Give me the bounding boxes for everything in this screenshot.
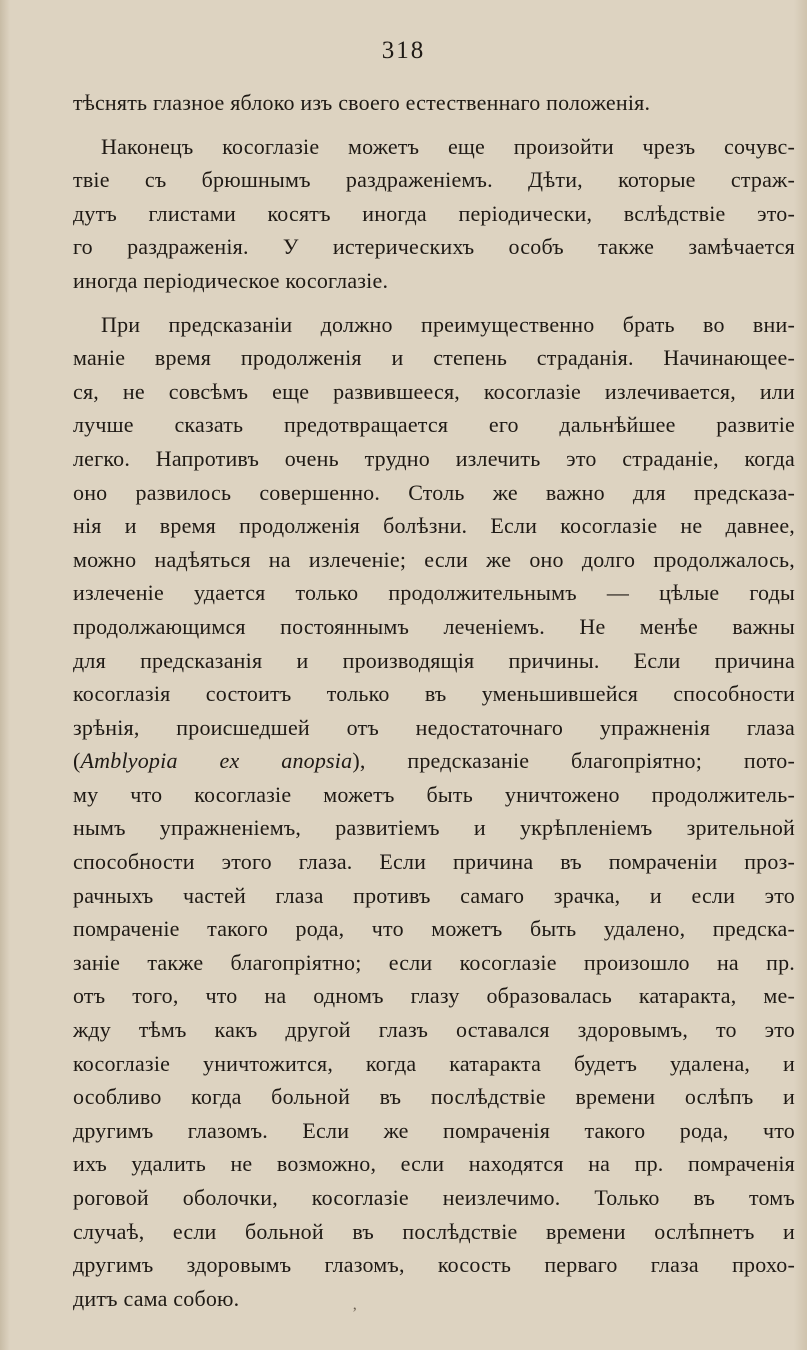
text-line: косоглазіе уничтожится, когда катаракта будетъ удалена, и xyxy=(73,1050,795,1076)
paragraph-gap xyxy=(73,298,795,308)
text-line: другимъ глазомъ. Если же помраченія такого рода, что xyxy=(73,1117,795,1143)
latin-term: Amblyopia ex anopsia xyxy=(80,748,353,774)
text-line: зрѣнія, происшедшей отъ недостаточнаго упражненія глаза xyxy=(73,714,795,740)
text-line: способности этого глаза. Если причина въ помраченіи проз- xyxy=(73,849,795,875)
text-line: твіе съ брюшнымъ раздраженіемъ. Дѣти, которые страж- xyxy=(73,167,795,193)
text-line: ихъ удалить не возможно, если находятся на пр. помраченія xyxy=(73,1151,795,1177)
text-line: лучше сказать предотвращается его дальнѣйшее развитіе xyxy=(73,412,795,438)
text-line: особливо когда больной въ послѣдствіе времени ослѣпъ и xyxy=(73,1084,795,1110)
text-line: продолжающимся постояннымъ леченіемъ. Не менѣе важны xyxy=(73,613,795,639)
text-line: нымъ упражненіемъ, развитіемъ и укрѣпленіемъ зрительной xyxy=(73,815,795,841)
text-line: помраченіе такого рода, что можетъ быть удалено, предска- xyxy=(73,916,795,942)
text-line: При предсказаніи должно преимущественно брать во вни- xyxy=(101,311,795,337)
text-line: легко. Напротивъ очень трудно излечить это страданіе, когда xyxy=(73,445,795,471)
text-fragment: ), предсказаніе благопріятно; пото- xyxy=(352,748,795,774)
text-line: нія и время продолженія болѣзни. Если косоглазіе не давнее, xyxy=(73,513,795,539)
text-line: отъ того, что на одномъ глазу образовалась катаракта, ме- xyxy=(73,983,795,1009)
page-number: 318 xyxy=(381,37,426,64)
stray-ink-mark: ʼ xyxy=(352,1305,358,1322)
text-line: случаѣ, если больной въ послѣдствіе времени ослѣпнетъ и xyxy=(73,1218,795,1244)
text-line: му что косоглазіе можетъ быть уничтожено продолжитель- xyxy=(73,781,795,807)
text-line: жду тѣмъ какъ другой глазъ оставался здоровымъ, то это xyxy=(73,1017,795,1043)
text-line: маніе время продолженія и степень страданія. Начинающее- xyxy=(73,345,795,371)
text-line: оно развилось совершенно. Столь же важно для предсказа- xyxy=(73,479,795,505)
text-line: рачныхъ частей глаза противъ самаго зрачка, и если это xyxy=(73,882,795,908)
text-line: иногда періодическое косоглазіе. xyxy=(73,267,389,293)
text-line: роговой оболочки, косоглазіе неизлечимо. Только въ томъ xyxy=(73,1185,795,1210)
text-line: тѣснять глазное яблоко изъ своего естественнаго положенія. xyxy=(73,90,651,115)
text-line: косоглазія состоитъ только въ уменьшившейся способности xyxy=(73,681,795,707)
text-line-with-latin-term: (Amblyopia ex anopsia), предсказаніе благопріятно; пото- xyxy=(73,748,795,774)
text-line: Наконецъ косоглазіе можетъ еще произойти чрезъ сочувс- xyxy=(101,133,795,159)
text-line: можно надѣяться на излеченіе; если же оно долго продолжалось, xyxy=(73,546,795,572)
text-line: го раздраженія. У истерическихъ особъ также замѣчается xyxy=(73,234,795,260)
body-text xyxy=(73,86,795,1315)
text-line: ся, не совсѣмъ еще развившееся, косоглазіе излечивается, или xyxy=(73,378,795,404)
paragraph-gap xyxy=(73,120,795,130)
text-line: для предсказанія и производящія причины. Если причина xyxy=(73,647,795,673)
text-line: другимъ здоровымъ глазомъ, косость перваго глаза прохо- xyxy=(73,1252,795,1278)
text-line: заніе также благопріятно; если косоглазіе произошло на пр. xyxy=(73,949,795,975)
text-line: дитъ сама собою. xyxy=(73,1285,240,1311)
text-line: излеченіе удается только продолжительнымъ — цѣлые годы xyxy=(73,580,795,606)
text-line: дутъ глистами косятъ иногда періодически, вслѣдствіе это- xyxy=(73,200,795,226)
